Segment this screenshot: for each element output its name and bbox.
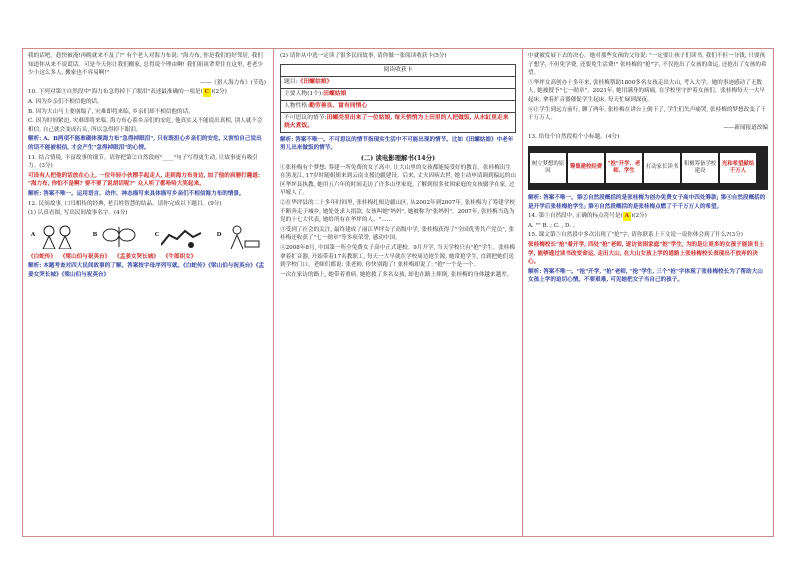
story-pictures [28, 222, 266, 250]
reading-card [280, 64, 516, 133]
picture-b: B [90, 222, 142, 250]
answer-15: 张桂梅校长"抢"着开学, 四处"抢"老师, 逐访贫困家庭"抢"学生, 为的是让更多的女孩子能读书上学, 能够通过读书改变命运, 走出大山, 在大山女孩上学的道路上张桂梅校长表现出不放弃的决心。 [528, 241, 765, 266]
card-explanation: 解析: 答案不唯一。不可思议的情节指现实生活中不可能出现的情节。比如《田螺姑娘》中老年男儿出来做饭的情节。 [280, 136, 514, 152]
option-c: C. 因为时间紧迫, 灾难即将来临, 海力布心系乡亲们的安危, 他真实又不能说出真相, 别人就不会相信, 自己就会变成石头, 所以急得掉下眼泪。 [28, 118, 263, 133]
white-snake-image-icon [37, 223, 77, 249]
picture-c: C [152, 222, 204, 250]
explanation-13: 解析: 答案不唯一。第②自然段概括的是张桂梅为创办免费女子高中四处筹款; 第④自然段概括的是开学后张桂梅抢学生; 第⑥自然段概括的是张桂梅点燃了千千万万人的希望。 [528, 194, 766, 210]
card-topic: 题目:《田螺姑娘》 [281, 77, 515, 89]
question-10: 10. 下列对第③自然段中"海力布急得掉下了眼泪"表述最准确的一项是( C )(2分) [28, 89, 227, 96]
film-cell-6: 光和希望献给千万人 [720, 153, 756, 183]
card-people: 主要人物(1个):田螺姑娘 [281, 89, 515, 101]
passage-source: ——新闻报道改编 [723, 124, 768, 131]
column-divider-1 [273, 48, 274, 537]
picture-a: A [28, 222, 80, 250]
passage-paragraph-3: ③受到了社会的关注, 最终建成了丽江华坪女子高级中学, 张桂梅获得了"全国优秀共产党员", 张桂梅还收获了"七一勋章"等多项荣誉, 感动中国。 [280, 226, 514, 242]
question-12-1: (1) 认真看图, 写出民间故事名字。(4分) [28, 210, 128, 217]
question-11: 11. 结合情境, 丰富故事的细节。请你把第②自然段画"____"句子写得更生动, 让故事更有吸引力。(3分) [28, 154, 258, 170]
film-cell-3: "抢"开学、老师、学生 [606, 153, 642, 183]
passage-paragraph-4: ④2008年8月, 中国第一所全免费女子高中正式建校。9月开学, 当天学校只有"抢"学生。张桂梅拿着扩音器, 开始带着17名教职工, 每天一大早就在学校周边抢生源, 她常抢学生, 直到把她们送到学校门口。老师们都说: 张老师, 你快别跑了! 张桂梅却说了: "抢"一个是一个。 [280, 244, 515, 269]
passage-paragraph-5: 一次在家访的路上, 她带着重病, 她抢救了多名女孩, 却也在路上摔倒, 张桂梅的身体越来越差。 [280, 271, 513, 278]
story-source: ——《猎人海力布》(节选) [200, 79, 266, 86]
question-14-options: A. "" B. ; C. , D. 。 [528, 222, 579, 229]
great-wall-image-icon [161, 223, 201, 249]
explanation-12: 解析: 本题考查对四大民间故事的了解。答案按字母序列写就。《白蛇传》《梁山伯与祝英台》《孟姜女哭长城》《梁山伯与祝英台》 [28, 263, 265, 278]
cowherd-image-icon [223, 223, 263, 249]
explanation-10: 解析: A、B两项不能准确体现海力布"急得掉眼泪", 只有既担心乡亲们的安危, 又害怕自己说出的话不能被相信, 才会产生"急得掉眼泪"的心情。 [28, 136, 262, 151]
option-b: B. 因为大山马上要崩塌了, 灾难即将来临, 乡亲们却不相信他的话。 [28, 108, 194, 115]
column-3 [528, 52, 768, 286]
passage-paragraph-2: ②在华坪县的二十多年时间里, 张桂梅扎根边疆山区, 从2002年到2007年, 张桂梅为了筹建学校不断奔走于城乡, 她处处求人捐款, 女孩叫她"妈妈", 她被称为"张妈妈"。2007年, 张桂梅当选为党的十七大代表, 她给所有在华坪的人。"…… [280, 199, 515, 224]
column-2 [280, 52, 516, 280]
film-cell-5: 积极筹备学校建设 [682, 153, 718, 183]
passage-paragraph-1: ①张桂梅有个梦想: 筹建一所免费的女子高中, 让大山里的女孩都能接受好的教育。张桂梅出生在黑龙江, 17岁时随姐姐来到云南支援边疆建设。后来, 丈夫因病去世, 她主动申请调到偏远的山区华坪县执教, 她用五六年的时间走访了许多山里家庭, 了解到很多贫困家庭的女孩辍学在家, 过早嫁人了。 [280, 164, 516, 197]
film-strip [528, 146, 768, 190]
explanation-15: 解析: 答案不唯一。"抢"开学, "抢"老师, "抢"学生, 三个"抢"字体现了张桂梅校长为了帮助大山女孩上学的迫切心情。不要艰难, 可见她把女子当自己的孩子。 [528, 268, 763, 284]
answer-10: C [204, 89, 210, 96]
film-cell-2: 筹集建校经费 [568, 153, 604, 183]
card-trait: 人物性格:勤劳善良、富有同情心 [281, 101, 515, 113]
picture-d: D [214, 222, 266, 250]
question-15: 15. 课文第⑤自然段中多次出现了"抢"字, 请你联系上下文说一说你体会到了什么?(3分) [528, 232, 743, 239]
explanation-11: 解析: 答案不唯一。运用语言、动作、神态描写来具体描写乡亲们不相信海力布的情景。 [28, 190, 245, 197]
card-plot: 不可思议的情节:田螺壳里出来了一位姑娘, 每天悄悄为上田里的人把做饭, 从水缸里走来烧火煮饭。 [284, 114, 509, 130]
column-1 [28, 52, 266, 280]
story-excerpt: 我的话吧。趁快被淹!再晚就来不及了!" 有个老人对海力布说: "海力布, 你是我们的好邻居, 我们知道你从来不说谎话。可是今天你让我们搬家, 总得说个理由啊! 我们祖祖辈辈住在这里, 老老少少小这么多人, 搬家也不容易啊!" [28, 53, 263, 77]
question-13: 13. 给每个自然段拟个小标题。(4分) [528, 134, 620, 141]
film-cell-1: 树立梦想的原因 [530, 153, 566, 183]
question-12: 12. 民间故事, 口耳相传的经典, 老百姓智慧的结晶。请你完成以下题目。(9分) [28, 200, 222, 207]
card-title: 阅读收获卡 [281, 65, 515, 77]
answer-14: A [624, 213, 630, 220]
passage-paragraph-7: ⑤华坪女高创办十多年来, 张桂梅帮助1800多名女孩走出大山, 考入大学。她的事迹感动了无数人, 她被授予"七一勋章"。2021年, 她用满身的病痛, 在学校里守护着女孩们。张桂梅每天一大早起床, 拿着扩音器催促学生起床, 每天忙碌到深夜。 [528, 79, 766, 103]
answer-11: 可设有人把他的话放在心上, 一位年轻小伙摆手起走人, 走到海力布身边, 加了他的肩膀打趣道: "海力布, 你怕不是啊? 要不要了说胡话呢?" 众人听了都哈哈大笑起来。 [28, 172, 260, 188]
film-cell-4: 打动家长读书 [644, 153, 680, 183]
question-14: 14. 第⑤自然段中, 正确的标点符号是( A )(2分) [528, 213, 647, 220]
question-12-2: (2) 请你从中选一定读了很多民间故事, 请你做一张阅读收获卡(5分) [280, 53, 447, 59]
passage-paragraph-8: ⑥让学生到远方前行, 聊了两年, 张桂梅在讲台上倒下了, 学生们失声痛哭, 张桂梅的梦想改变了千千万万人。 [528, 106, 766, 122]
column-divider-2 [522, 48, 523, 537]
picture-answers: 《白蛇传》 《梁山伯与祝英台》 《孟姜女哭长城》 《牛郎织女》 [28, 253, 197, 260]
passage-paragraph-6: 中就被发展下去的决心。她对那些女孩的父母说: "一定要让孩子们读书, 我们不但一分钱, 只要孩子想学, 不但免学费, 还要免生活费!" 张桂梅的"抢"字, 不仅抢出了女孩的命运, 还抢出了女孩的希望。 [528, 53, 767, 77]
section-heading: (二) 读电影理解书(14分) [360, 153, 436, 162]
butterflies-image-icon [99, 223, 139, 249]
option-a: A. 因为乡亲们不相信他的话。 [28, 98, 103, 105]
